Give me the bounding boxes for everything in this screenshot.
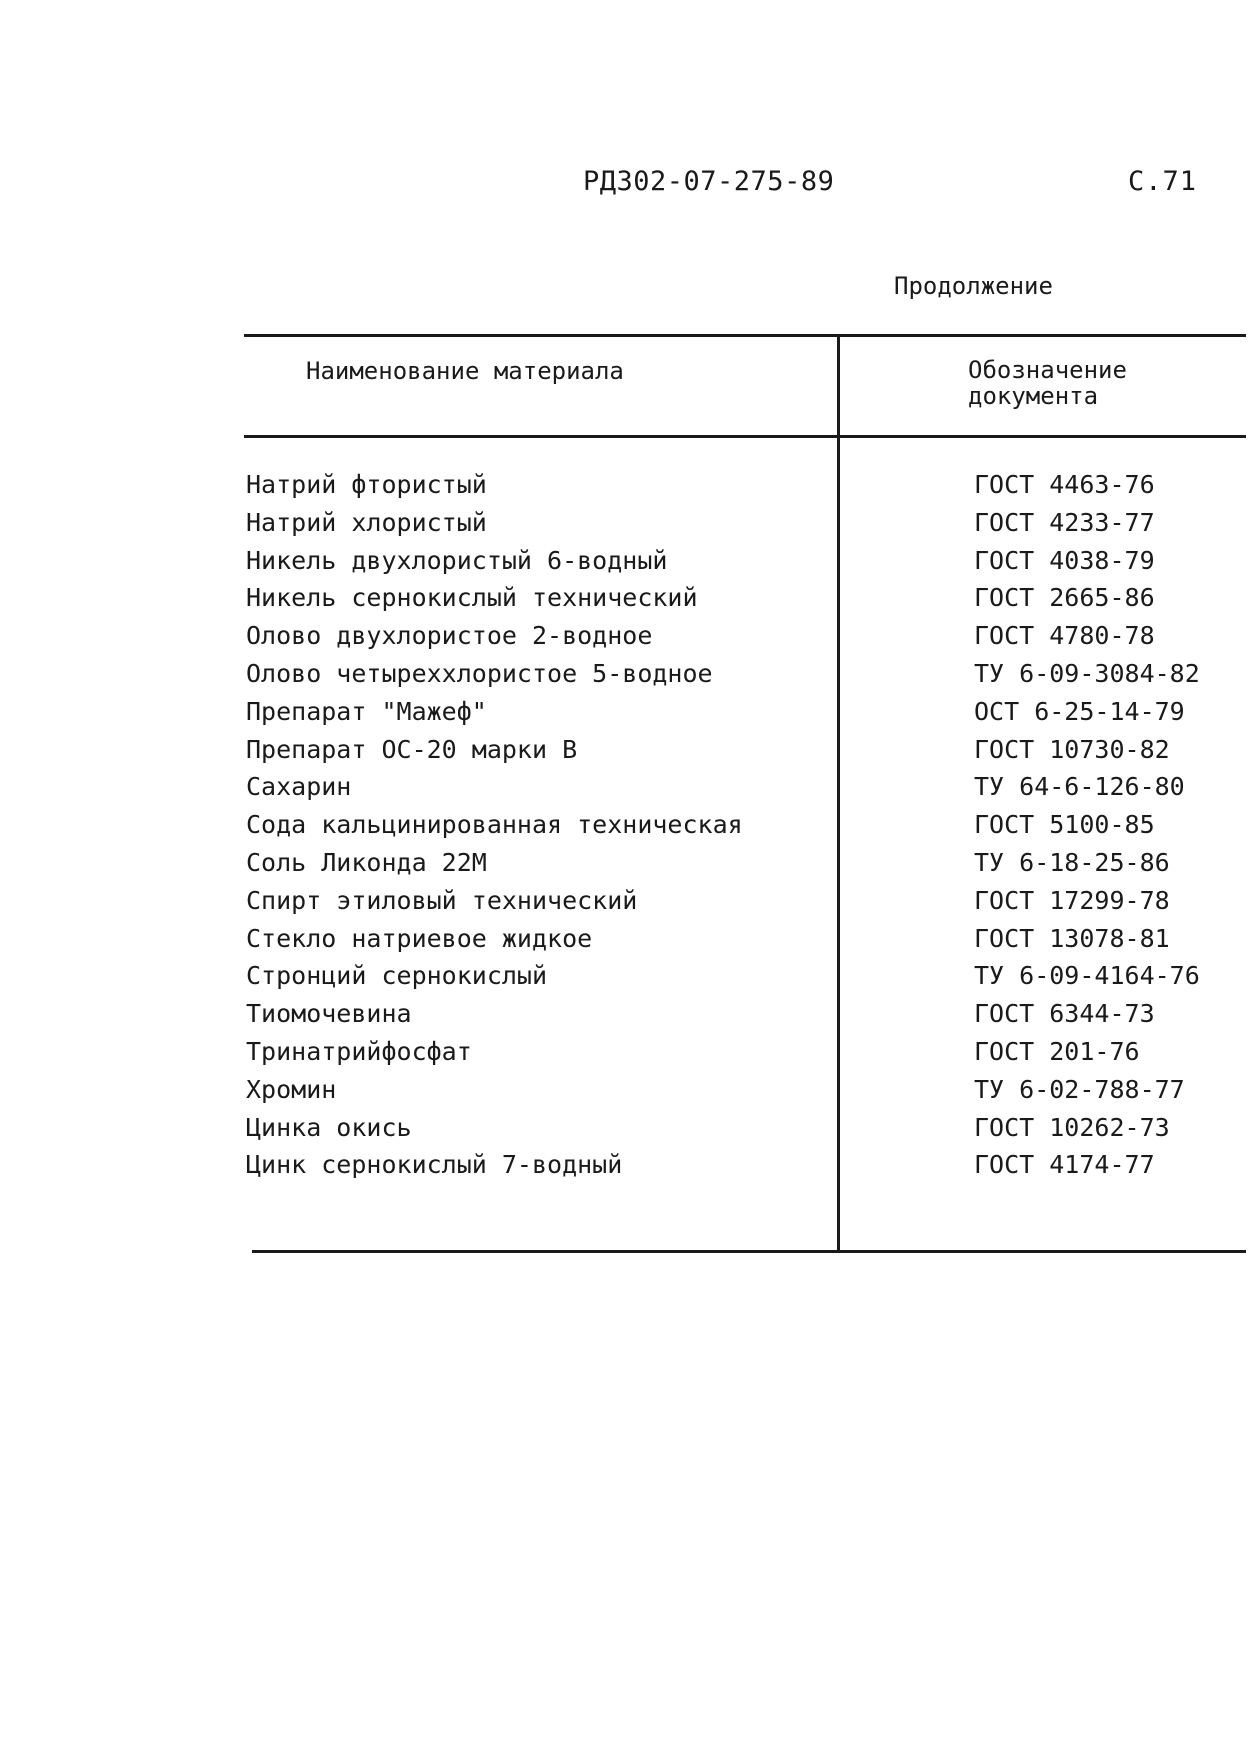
document-designation: ОСТ 6-25-14-79	[974, 696, 1185, 726]
document-designation: ГОСТ 201-76	[974, 1036, 1140, 1066]
material-name: Стекло натриевое жидкое	[246, 923, 593, 953]
table-row	[246, 1033, 1246, 1071]
document-designation: ТУ 6-18-25-86	[974, 847, 1170, 877]
document-designation: ГОСТ 4233-77	[974, 507, 1155, 537]
document-designation: ТУ 6-02-788-77	[974, 1074, 1185, 1104]
table-row	[246, 1071, 1246, 1109]
material-name: Олово двухлористое 2-водное	[246, 621, 653, 651]
table-row	[246, 882, 1246, 920]
table-row	[246, 1146, 1246, 1184]
material-name: Натрий хлористый	[246, 507, 487, 537]
document-designation: ТУ 6-09-3084-82	[974, 658, 1200, 688]
table-header-rule	[244, 435, 1246, 438]
material-name: Никель сернокислый технический	[246, 583, 698, 613]
table-row	[246, 466, 1246, 504]
document-designation: ГОСТ 10262-73	[974, 1112, 1170, 1142]
table-row	[246, 844, 1246, 882]
material-name: Препарат "Мажеф"	[246, 696, 487, 726]
material-name: Тринатрийфосфат	[246, 1036, 472, 1066]
material-name: Цинк сернокислый 7-водный	[246, 1150, 623, 1180]
document-designation: ГОСТ 10730-82	[974, 734, 1170, 764]
column-header-document-line1: Обозначение	[968, 356, 1127, 384]
document-designation: ГОСТ 4174-77	[974, 1150, 1155, 1180]
table-bottom-rule	[252, 1250, 1246, 1253]
material-name: Натрий фтористый	[246, 470, 487, 499]
document-designation: ГОСТ 6344-73	[974, 999, 1155, 1029]
table-row	[246, 579, 1246, 617]
table-row	[246, 542, 1246, 580]
document-designation: ГОСТ 2665-86	[974, 583, 1155, 613]
table-row	[246, 995, 1246, 1033]
table-row	[246, 655, 1246, 693]
continuation-label: Продолжение	[894, 272, 1053, 300]
table-row	[246, 504, 1246, 542]
material-name: Сахарин	[246, 772, 352, 802]
material-name: Стронций сернокислый	[246, 961, 548, 991]
table-top-rule	[244, 334, 1246, 337]
table-body	[246, 466, 1246, 1184]
table-row	[246, 920, 1246, 958]
document-designation: ГОСТ 4038-79	[974, 545, 1155, 575]
document-designation: ГОСТ 4780-78	[974, 621, 1155, 651]
table-row	[246, 1109, 1246, 1147]
table-row	[246, 617, 1246, 655]
document-designation: ГОСТ 13078-81	[974, 923, 1170, 953]
table-row	[246, 957, 1246, 995]
table-row	[246, 806, 1246, 844]
table-row	[246, 768, 1246, 806]
material-name: Соль Ликонда 22М	[246, 847, 487, 877]
material-name: Никель двухлористый 6-водный	[246, 545, 668, 575]
material-name: Препарат ОС-20 марки В	[246, 734, 578, 764]
document-designation: ГОСТ 17299-78	[974, 885, 1170, 915]
page-number: С.71	[1128, 166, 1198, 197]
table-row	[246, 731, 1246, 769]
document-code: РД302-07-275-89	[583, 166, 835, 197]
table-row	[246, 693, 1246, 731]
document-designation: ГОСТ 4463-76	[974, 470, 1155, 499]
material-name: Спирт этиловый технический	[246, 885, 638, 915]
document-designation: ТУ 6-09-4164-76	[974, 961, 1200, 991]
document-designation: ТУ 64-6-126-80	[974, 772, 1185, 802]
document-designation: ГОСТ 5100-85	[974, 810, 1155, 840]
column-header-material-name: Наименование материала	[306, 357, 624, 385]
material-name: Хромин	[246, 1074, 337, 1104]
column-header-document	[968, 357, 1127, 409]
material-name: Сода кальцинированная техническая	[246, 810, 743, 840]
material-name: Тиомочевина	[246, 999, 412, 1029]
material-name: Цинка окись	[246, 1112, 412, 1142]
material-name: Олово четыреххлористое 5-водное	[246, 658, 713, 688]
column-header-document-line2: документа	[968, 382, 1099, 410]
